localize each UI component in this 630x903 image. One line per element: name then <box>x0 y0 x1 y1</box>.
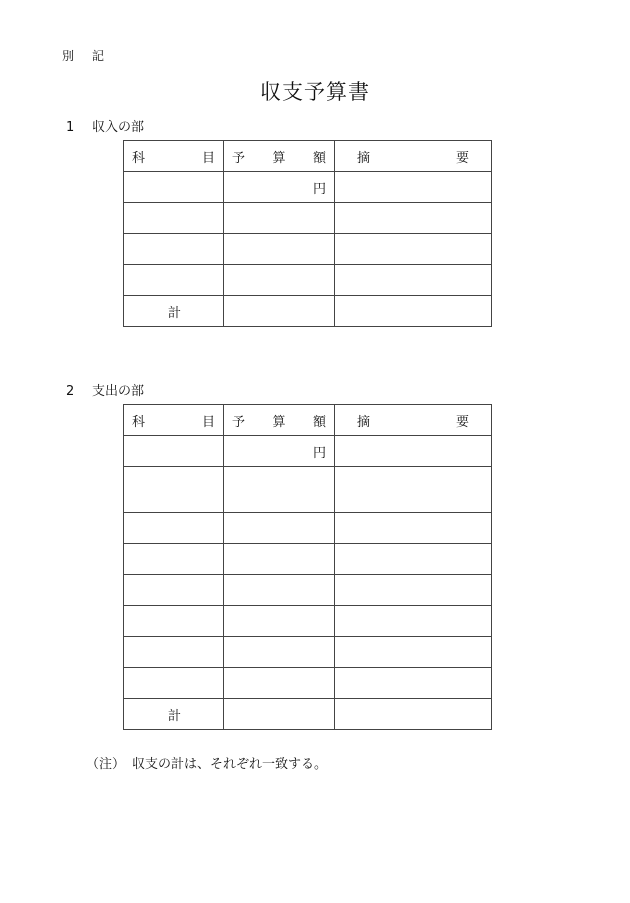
section-title: 支出の部 <box>92 384 145 399</box>
summary-cell[interactable] <box>335 637 492 668</box>
subject-cell[interactable] <box>124 467 224 513</box>
header-char: 予 <box>232 414 246 430</box>
header-summary <box>335 405 492 436</box>
table-row <box>124 575 492 606</box>
summary-cell[interactable] <box>335 606 492 637</box>
footnote <box>86 753 327 772</box>
table-row <box>124 467 492 513</box>
footnote-text: 収支の計は、それぞれ一致する。 <box>132 757 328 772</box>
table-row <box>124 668 492 699</box>
header-subject <box>124 405 224 436</box>
table-row <box>124 172 492 203</box>
amount-cell[interactable] <box>224 637 335 668</box>
amount-cell[interactable] <box>224 234 335 265</box>
expense-section-heading <box>66 380 144 399</box>
amount-cell[interactable]: 円 <box>224 436 335 467</box>
footnote-label: （注） <box>86 757 126 772</box>
table-row <box>124 436 492 467</box>
amount-cell[interactable] <box>224 265 335 296</box>
section-number: 1 <box>66 120 75 135</box>
subject-cell[interactable] <box>124 436 224 467</box>
table-header-row <box>124 405 492 436</box>
total-amount-cell[interactable] <box>224 296 335 327</box>
header-char: 要 <box>455 150 469 166</box>
summary-cell[interactable] <box>335 668 492 699</box>
table-row <box>124 606 492 637</box>
table-row <box>124 265 492 296</box>
subject-cell[interactable] <box>124 668 224 699</box>
summary-cell[interactable] <box>335 513 492 544</box>
annex-label: 別記 <box>62 49 123 63</box>
summary-cell[interactable] <box>335 575 492 606</box>
income-table <box>123 140 492 327</box>
total-label: 計 <box>124 699 224 730</box>
amount-cell[interactable] <box>224 668 335 699</box>
subject-cell[interactable] <box>124 234 224 265</box>
header-char: 額 <box>312 150 326 166</box>
total-label: 計 <box>124 296 224 327</box>
total-amount-cell[interactable] <box>224 699 335 730</box>
page-title: 収支予算書 <box>260 80 370 104</box>
summary-cell[interactable] <box>335 203 492 234</box>
header-char: 科 <box>132 150 146 166</box>
header-char: 予 <box>232 150 246 166</box>
subject-cell[interactable] <box>124 203 224 234</box>
section-number: 2 <box>66 384 75 399</box>
expense-table <box>123 404 492 730</box>
total-summary-cell[interactable] <box>335 699 492 730</box>
table-row <box>124 544 492 575</box>
summary-cell[interactable] <box>335 544 492 575</box>
amount-cell[interactable] <box>224 467 335 513</box>
summary-cell[interactable] <box>335 436 492 467</box>
header-char: 額 <box>312 414 326 430</box>
subject-cell[interactable] <box>124 265 224 296</box>
total-row <box>124 296 492 327</box>
total-summary-cell[interactable] <box>335 296 492 327</box>
header-amount <box>224 405 335 436</box>
header-summary <box>335 141 492 172</box>
section-title: 収入の部 <box>92 120 145 135</box>
header-amount <box>224 141 335 172</box>
header-char: 摘 <box>357 150 371 166</box>
table-row <box>124 234 492 265</box>
summary-cell[interactable] <box>335 467 492 513</box>
subject-cell[interactable] <box>124 513 224 544</box>
amount-cell[interactable] <box>224 606 335 637</box>
header-char: 算 <box>272 414 286 430</box>
header-subject <box>124 141 224 172</box>
amount-cell[interactable] <box>224 544 335 575</box>
subject-cell[interactable] <box>124 575 224 606</box>
summary-cell[interactable] <box>335 234 492 265</box>
header-char: 目 <box>201 150 215 166</box>
subject-cell[interactable] <box>124 606 224 637</box>
subject-cell[interactable] <box>124 544 224 575</box>
amount-cell[interactable] <box>224 513 335 544</box>
header-char: 目 <box>201 414 215 430</box>
header-char: 摘 <box>357 414 371 430</box>
amount-cell[interactable] <box>224 203 335 234</box>
summary-cell[interactable] <box>335 265 492 296</box>
income-section-heading <box>66 116 144 135</box>
total-row <box>124 699 492 730</box>
subject-cell[interactable] <box>124 172 224 203</box>
table-header-row <box>124 141 492 172</box>
header-char: 要 <box>455 414 469 430</box>
table-row <box>124 637 492 668</box>
amount-cell[interactable]: 円 <box>224 172 335 203</box>
table-row <box>124 203 492 234</box>
header-char: 算 <box>272 150 286 166</box>
subject-cell[interactable] <box>124 637 224 668</box>
amount-cell[interactable] <box>224 575 335 606</box>
header-char: 科 <box>132 414 146 430</box>
table-row <box>124 513 492 544</box>
summary-cell[interactable] <box>335 172 492 203</box>
